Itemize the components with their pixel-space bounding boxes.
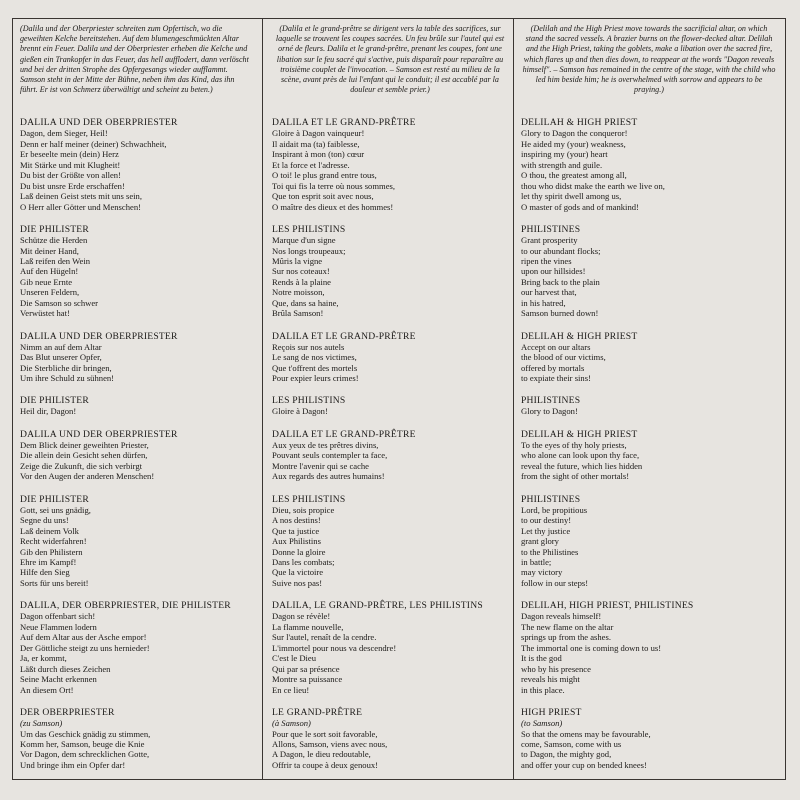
verse-line: who by his presence	[521, 663, 591, 674]
verse-line: Que t'offrent des mortels	[272, 362, 358, 373]
verse-line: Ja, er kommt,	[20, 653, 67, 664]
verse-lines	[521, 406, 777, 416]
verse-line: Allons, Samson, viens avec nous,	[272, 738, 388, 749]
verse-line: springs up from the ashes.	[521, 632, 611, 643]
verse-line: Mûris la vigne	[272, 255, 323, 266]
verse-block	[521, 395, 777, 416]
speaker-heading: DIE PHILISTER	[20, 224, 89, 236]
verse-line: Pouvant seuls contempler ta face,	[272, 450, 388, 461]
verse-block	[521, 331, 777, 384]
verse-line: Auf den Hügeln!	[20, 266, 79, 277]
verse-lines	[20, 729, 252, 771]
verse-line: our harvest that,	[521, 287, 577, 298]
speaker-heading: LES PHILISTINS	[272, 395, 346, 407]
verse-line: may victory	[521, 567, 563, 578]
verse-lines	[20, 505, 252, 589]
verse-line: who alone can look upon thy face,	[521, 450, 640, 461]
verse-line: Inspirant à mon (ton) cœur	[272, 149, 365, 160]
verse-line: Er beseelte mein (dein) Herz	[20, 149, 119, 160]
verse-block	[521, 224, 777, 319]
speaker-heading: DALILA UND DER OBERPRIESTER	[20, 117, 178, 129]
verse-line: Offrir ta coupe à deux genoux!	[272, 759, 379, 770]
verse-block	[20, 117, 252, 212]
verse-line: Montre l'avenir qui se cache	[272, 460, 369, 471]
verse-line: The new flame on the altar	[521, 621, 614, 632]
verse-lines	[272, 505, 508, 589]
verse-block	[521, 117, 777, 212]
verse-lines	[272, 128, 508, 212]
verse-line: So that the omens may be favourable,	[521, 728, 651, 739]
stage-direction: (à Samson)	[272, 718, 311, 728]
verse-line: Dagon offenbart sich!	[20, 611, 96, 622]
verse-line: Das Blut unserer Opfer,	[20, 352, 102, 363]
verse-line: C'est le Dieu	[272, 653, 317, 664]
verse-line: Sorts für uns bereit!	[20, 577, 89, 588]
verse-line: Du bist unsre Erde erschaffen!	[20, 180, 125, 191]
verse-line: La flamme nouvelle,	[272, 621, 344, 632]
verse-line: Recht widerfahren!	[20, 536, 87, 547]
verse-block	[272, 429, 508, 482]
stage-direction-intro: (Delilah and the High Priest move towards the sacrificial altar, on which stand the sacred vessels. A brazier burns on the flower-decked altar. Delilah and the High Priest, taking the goblets, make a libation over the sacred fire, which flares up and then dies down, to reappear at the words "Dagon reveals himself". – Samson has remained in the centre of the stage, with the child who led him beside him; he is overwhelmed with sorrow and appears to be praying.)	[522, 24, 776, 95]
verse-line: A Dagon, le dieu redoutable,	[272, 749, 371, 760]
stage-direction-intro: (Dalila et le grand-prêtre se dirigent vers la table des sacrifices, sur laquelle se trouvent les coupes sacrées. Un feu brûle sur l'autel qui est orné de fleurs. Dalila et le grand-prêtre, prenant les coupes, font une libation sur le feu sacré qui s'active, puis disparaît pour reparaître au troisième couplet de l'invocation. – Samson est resté au milieu de la scène, avant près de lui l'enfant qui le conduit; il est accablé par la douleur et semble prier.)	[275, 24, 505, 95]
verse-line: Que ton esprit soit avec nous,	[272, 191, 374, 202]
verse-line: A nos destins!	[272, 515, 321, 526]
verse-line: Schütze die Herden	[20, 235, 88, 246]
verse-line: Mit deiner Hand,	[20, 245, 79, 256]
verse-line: Dagon se révèle!	[272, 611, 331, 622]
verse-line: Marque d'un signe	[272, 235, 336, 246]
speaker-heading: PHILISTINES	[521, 224, 581, 236]
verse-line: Nos longs troupeaux;	[272, 245, 346, 256]
verse-line: from the sight of other mortals!	[521, 471, 630, 482]
speaker-heading: HIGH PRIEST	[521, 707, 582, 718]
speaker-heading: DELILAH & HIGH PRIEST	[521, 428, 638, 440]
verse-line: come, Samson, come with us	[521, 738, 622, 749]
speaker-heading: DELILAH, HIGH PRIEST, PHILISTINES	[521, 600, 694, 612]
verse-line: Reçois sur nos autels	[272, 341, 345, 352]
verse-block	[272, 224, 508, 319]
verse-line: Que ta justice	[272, 525, 320, 536]
speaker-heading: DALILA, DER OBERPRIESTER, DIE PHILISTER	[20, 600, 231, 612]
verse-line: Toi qui fis la terre où nous sommes,	[272, 180, 396, 191]
verse-line: Brûla Samson!	[272, 308, 324, 319]
verse-line: Laß deinen Geist stets mit uns sein,	[20, 191, 142, 202]
verse-block	[521, 494, 777, 589]
verse-lines	[20, 440, 252, 482]
verse-line: Hilfe den Sieg	[20, 567, 70, 578]
verse-line: with strength and guile.	[521, 159, 603, 170]
verse-line: O thou, the greatest among all,	[521, 170, 627, 181]
verse-line: follow in our steps!	[521, 577, 589, 588]
verse-line: Laß reifen den Wein	[20, 255, 91, 266]
verse-line: Suive nos pas!	[272, 577, 323, 588]
verse-line: Vor Dagon, dem schrecklichen Gotte,	[20, 749, 150, 760]
stage-direction: (zu Samson)	[20, 718, 63, 728]
verse-line: and offer your cup on bended knees!	[521, 759, 647, 770]
verse-line: Accept on our altars	[521, 341, 591, 352]
verse-line: Dagon, dem Sieger, Heil!	[20, 128, 108, 139]
speaker-heading: LES PHILISTINS	[272, 224, 346, 236]
verse-line: Unseren Feldern,	[20, 287, 80, 298]
verse-line: Segne du uns!	[20, 515, 69, 526]
speaker-heading: LE GRAND-PRÊTRE	[272, 707, 363, 718]
verse-line: Le sang de nos victimes,	[272, 352, 357, 363]
verse-line: Grant prosperity	[521, 235, 578, 246]
verse-line: Die Sterbliche dir bringen,	[20, 362, 112, 373]
verse-lines	[521, 342, 777, 384]
verse-line: Pour que le sort soit favorable,	[272, 728, 378, 739]
verse-line: Qui par sa présence	[272, 663, 340, 674]
verse-line: Heil dir, Dagon!	[20, 406, 77, 417]
verse-line: Um das Geschick gnädig zu stimmen,	[20, 728, 151, 739]
verse-line: L'immortel pour nous va descendre!	[272, 642, 397, 653]
verse-lines	[521, 440, 777, 482]
verse-line: The immortal one is coming down to us!	[521, 642, 662, 653]
speaker-heading: DELILAH & HIGH PRIEST	[521, 330, 638, 342]
verse-lines	[272, 235, 508, 319]
verse-line: thou who didst make the earth we live on,	[521, 180, 665, 191]
speaker-heading: DALILA ET LE GRAND-PRÊTRE	[272, 428, 416, 440]
verse-line: Il aidait ma (ta) faiblesse,	[272, 138, 360, 149]
stage-direction-intro: (Dalila und der Oberpriester schreiten zum Opfertisch, wo die geweihten Kelche bereitstehen. Auf dem blumengeschmückten Altar brennt ein Feuer. Dalila und der Oberpriester erheben die Kelche und gießen ein Trankopfer in das Feuer, das hell aufflodert, dann verlöscht und bei der dritten Strophe des Opfergesangs wieder aufflammt. Samson steht in der Mitte der Bühne, neben ihm das Kind, das ihn führt. Er ist von Schmerz überwältigt und scheint zu beten.)	[20, 24, 249, 95]
verse-lines	[521, 505, 777, 589]
verse-lines	[521, 729, 777, 771]
verse-line: Dem Blick deiner geweihten Priester,	[20, 439, 149, 450]
verse-lines	[272, 440, 508, 482]
verse-lines	[20, 128, 252, 212]
verse-line: Die Samson so schwer	[20, 297, 99, 308]
verse-line: Que la victoire	[272, 567, 324, 578]
verse-line: Dieu, sois propice	[272, 504, 335, 515]
verse-line: offered by mortals	[521, 362, 585, 373]
verse-line: Und bringe ihm ein Opfer dar!	[20, 759, 126, 770]
speaker-heading: DALILA ET LE GRAND-PRÊTRE	[272, 117, 416, 129]
stage-direction: (to Samson)	[521, 718, 563, 728]
verse-line: in his hatred,	[521, 297, 566, 308]
verse-line: Der Göttliche steigt zu uns hernieder!	[20, 642, 150, 653]
verse-line: in this place.	[521, 684, 565, 695]
verse-line: Aux yeux de tes prêtres divins,	[272, 439, 379, 450]
verse-line: Verwüstet hat!	[20, 308, 70, 319]
verse-lines	[20, 235, 252, 319]
verse-line: Gib neue Ernte	[20, 276, 73, 287]
verse-line: He aided my (your) weakness,	[521, 138, 626, 149]
verse-lines	[20, 406, 252, 416]
verse-line: inspiring my (your) heart	[521, 149, 608, 160]
verse-line: Aux Philistins	[272, 536, 321, 547]
verse-line: reveals his might	[521, 674, 580, 685]
verse-line: Dagon reveals himself!	[521, 611, 602, 622]
verse-line: Montre sa puissance	[272, 674, 343, 685]
column-divider-right	[513, 18, 514, 780]
verse-line: upon our hillsides!	[521, 266, 586, 277]
verse-line: Läßt durch dieses Zeichen	[20, 663, 111, 674]
verse-block	[272, 117, 508, 212]
verse-line: Lord, be propitious	[521, 504, 588, 515]
verse-line: Seine Macht erkennen	[20, 674, 97, 685]
verse-block	[521, 600, 777, 695]
verse-line: in battle;	[521, 557, 552, 568]
verse-line: to the Philistines	[521, 546, 579, 557]
verse-line: Glory to Dagon the conqueror!	[521, 128, 628, 139]
verse-lines	[20, 611, 252, 695]
verse-line: Rends à la plaine	[272, 276, 331, 287]
verse-line: Glory to Dagon!	[521, 406, 578, 417]
speaker-heading: DALILA UND DER OBERPRIESTER	[20, 428, 178, 440]
verse-block	[20, 600, 252, 695]
verse-line: reveal the future, which lies hidden	[521, 460, 643, 471]
verse-lines	[521, 128, 777, 212]
verse-block	[272, 600, 508, 695]
verse-block	[20, 331, 252, 384]
verse-line: Vor den Augen der anderen Menschen!	[20, 471, 155, 482]
verse-line: Laß deinem Volk	[20, 525, 79, 536]
verse-line: Pour expier leurs crimes!	[272, 373, 359, 384]
verse-line: grant glory	[521, 536, 559, 547]
verse-block	[20, 494, 252, 589]
verse-line: Komm her, Samson, beuge die Knie	[20, 738, 145, 749]
speaker-heading: DIE PHILISTER	[20, 493, 89, 505]
verse-line: Gott, sei uns gnädig,	[20, 504, 91, 515]
verse-line: the blood of our victims,	[521, 352, 606, 363]
verse-line: O master of gods and of mankind!	[521, 201, 639, 212]
verse-block	[20, 707, 252, 770]
verse-line: to Dagon, the mighty god,	[521, 749, 612, 760]
verse-line: Let thy justice	[521, 525, 571, 536]
verse-lines	[521, 611, 777, 695]
english-column	[521, 24, 777, 782]
verse-block	[20, 224, 252, 319]
verse-line: Gloire à Dagon!	[272, 406, 328, 417]
verse-line: to our abundant flocks;	[521, 245, 601, 256]
speaker-heading: DALILA ET LE GRAND-PRÊTRE	[272, 330, 416, 342]
verse-line: Aux regards des autres humains!	[272, 471, 385, 482]
verse-line: Dans les combats;	[272, 557, 335, 568]
verse-line: Mit Stärke und mit Klugheit!	[20, 159, 121, 170]
speaker-heading: DER OBERPRIESTER	[20, 707, 115, 718]
verse-lines	[272, 342, 508, 384]
verse-line: Samson burned down!	[521, 308, 599, 319]
verse-block	[20, 429, 252, 482]
verse-line: An diesem Ort!	[20, 684, 74, 695]
verse-line: Um ihre Schuld zu sühnen!	[20, 373, 115, 384]
verse-line: to expiate their sins!	[521, 373, 591, 384]
verse-line: Donne la gloire	[272, 546, 326, 557]
verse-line: En ce lieu!	[272, 684, 310, 695]
verse-line: Sur l'autel, renaît de la cendre.	[272, 632, 377, 643]
verse-line: Bring back to the plain	[521, 276, 600, 287]
verse-line: to our destiny!	[521, 515, 572, 526]
verse-line: let thy spirit dwell among us,	[521, 191, 622, 202]
speaker-heading: DALILA, LE GRAND-PRÊTRE, LES PHILISTINS	[272, 600, 483, 612]
verse-line: Gib den Philistern	[20, 546, 83, 557]
verse-line: Que, dans sa haine,	[272, 297, 339, 308]
speaker-heading: DIE PHILISTER	[20, 395, 89, 407]
verse-line: Sur nos coteaux!	[272, 266, 330, 277]
column-divider-left	[262, 18, 263, 780]
speaker-heading: DALILA UND DER OBERPRIESTER	[20, 330, 178, 342]
speaker-heading: PHILISTINES	[521, 395, 581, 407]
verse-line: O Herr aller Götter und Menschen!	[20, 201, 141, 212]
verse-line: Denn er half meiner (deiner) Schwachheit,	[20, 138, 167, 149]
verse-line: Zeige die Zukunft, die sich verbirgt	[20, 460, 143, 471]
verse-block	[272, 331, 508, 384]
verse-block	[272, 707, 508, 770]
verse-line: Neue Flammen lodern	[20, 621, 97, 632]
verse-block	[272, 395, 508, 416]
verse-lines	[272, 406, 508, 416]
german-column	[20, 24, 252, 782]
speaker-heading: DELILAH & HIGH PRIEST	[521, 117, 638, 129]
verse-line: Nimm an auf dem Altar	[20, 341, 102, 352]
verse-line: ripen the vines	[521, 255, 572, 266]
verse-lines	[272, 729, 508, 771]
french-column	[272, 24, 508, 782]
verse-line: Ehre im Kampf!	[20, 557, 77, 568]
verse-line: Et la force et l'adresse.	[272, 159, 350, 170]
verse-line: O toi! le plus grand entre tous,	[272, 170, 377, 181]
verse-block	[521, 707, 777, 770]
verse-block	[272, 494, 508, 589]
verse-line: It is the god	[521, 653, 562, 664]
verse-lines	[521, 235, 777, 319]
speaker-heading: PHILISTINES	[521, 493, 581, 505]
verse-line: Du bist der Größte von allen!	[20, 170, 121, 181]
verse-block	[521, 429, 777, 482]
verse-line: O maître des dieux et des hommes!	[272, 201, 394, 212]
verse-lines	[272, 611, 508, 695]
speaker-heading: LES PHILISTINS	[272, 493, 346, 505]
verse-line: Die allein dein Gesicht sehen dürfen,	[20, 450, 148, 461]
verse-line: Auf dem Altar aus der Asche empor!	[20, 632, 147, 643]
verse-lines	[20, 342, 252, 384]
verse-line: Gloire à Dagon vainqueur!	[272, 128, 365, 139]
verse-line: Notre moisson,	[272, 287, 325, 298]
verse-block	[20, 395, 252, 416]
verse-line: To the eyes of thy holy priests,	[521, 439, 627, 450]
